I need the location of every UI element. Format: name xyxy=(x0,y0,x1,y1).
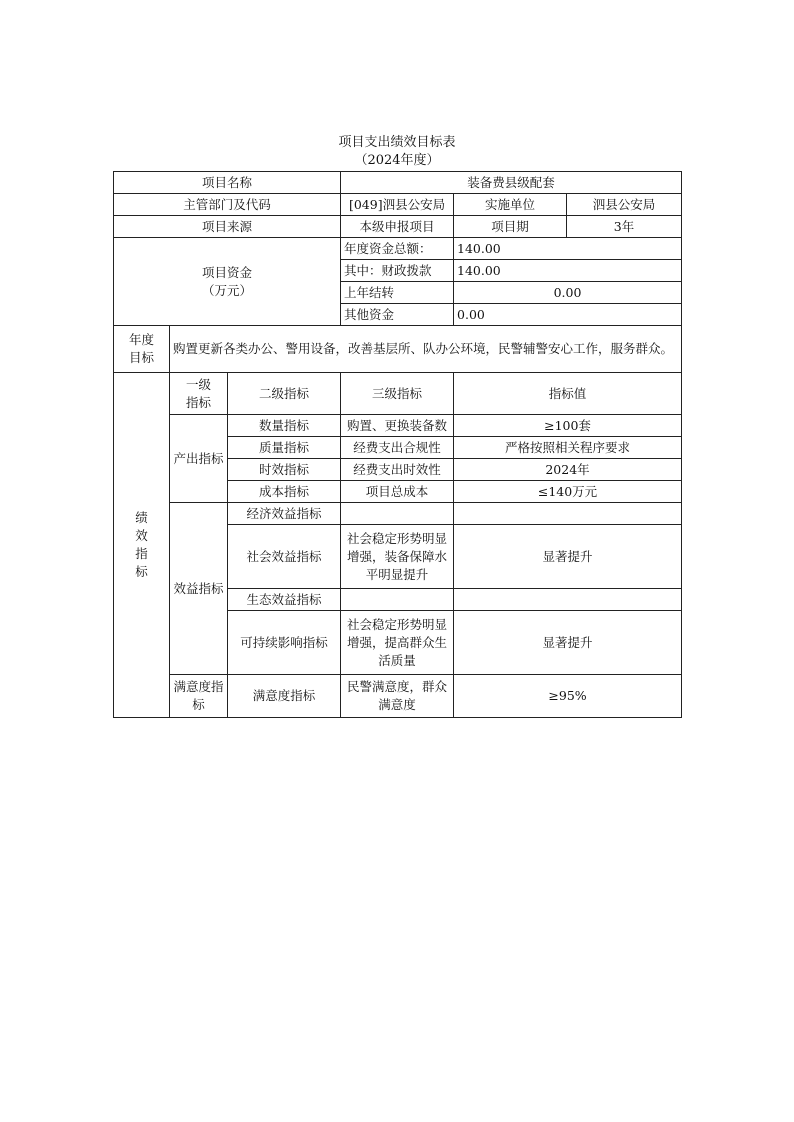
satisfaction-level3-line2: 满意度 xyxy=(378,697,416,712)
row-benefit-economic xyxy=(114,503,682,525)
funds-label-line1: 项目资金 xyxy=(202,264,253,280)
header-level1 xyxy=(170,373,228,415)
output-value: ≥100套 xyxy=(454,415,682,437)
annual-goal-text: 购置更新各类办公、警用设备，改善基层所、队办公环境，民警辅警安心工作，服务群众。 xyxy=(170,326,682,373)
output-level2: 数量指标 xyxy=(228,415,341,437)
output-level3: 购置、更换装备数 xyxy=(341,415,454,437)
funds-other-value: 0.00 xyxy=(454,304,682,326)
row-funds-total xyxy=(114,238,682,260)
satisfaction-level3 xyxy=(341,675,454,718)
impl-value: 泗县公安局 xyxy=(567,194,682,216)
output-level2: 时效指标 xyxy=(228,459,341,481)
performance-target-table xyxy=(113,171,682,718)
indicators-section-char: 指 xyxy=(135,546,148,561)
benefit-level3 xyxy=(341,611,454,675)
period-label: 项目期 xyxy=(454,216,567,238)
annual-goal-label xyxy=(114,326,170,373)
dept-label: 主管部门及代码 xyxy=(114,194,341,216)
satisfaction-level2: 满意度指标 xyxy=(228,675,341,718)
output-level2: 质量指标 xyxy=(228,437,341,459)
dept-value: [049]泗县公安局 xyxy=(341,194,454,216)
annual-goal-label-line1: 年度 xyxy=(128,332,154,347)
header-level1-line2: 指标 xyxy=(185,394,211,410)
header-value: 指标值 xyxy=(454,373,682,415)
output-value: 2024年 xyxy=(454,459,682,481)
row-source xyxy=(114,216,682,238)
benefit-level3 xyxy=(341,525,454,589)
row-indicator-headers xyxy=(114,373,682,415)
project-name-label: 项目名称 xyxy=(114,172,341,194)
output-level3: 经费支出时效性 xyxy=(341,459,454,481)
satisfaction-label-line1: 满意度指 xyxy=(173,679,224,694)
row-project-name xyxy=(114,172,682,194)
benefit-level2: 生态效益指标 xyxy=(228,589,341,611)
output-level2: 成本指标 xyxy=(228,481,341,503)
benefit-level3-line: 增强，提高群众生 xyxy=(347,634,448,650)
header-level1-line1: 一级 xyxy=(185,376,211,392)
source-label: 项目来源 xyxy=(114,216,341,238)
impl-label: 实施单位 xyxy=(454,194,567,216)
benefit-level3 xyxy=(341,503,454,525)
benefit-level3-line: 社会稳定形势明显 xyxy=(347,530,448,546)
period-value: 3年 xyxy=(567,216,682,238)
benefit-value xyxy=(454,503,682,525)
indicators-section-char: 效 xyxy=(135,528,148,543)
row-annual-goal xyxy=(114,326,682,373)
output-value: ≤140万元 xyxy=(454,481,682,503)
benefit-level2: 社会效益指标 xyxy=(228,525,341,589)
output-indicator-label: 产出指标 xyxy=(170,415,228,503)
document-subtitle: （2024年度） xyxy=(354,153,440,168)
output-value: 严格按照相关程序要求 xyxy=(454,437,682,459)
source-value: 本级申报项目 xyxy=(341,216,454,238)
satisfaction-label-line2: 标 xyxy=(192,697,205,712)
benefit-indicator-label: 效益指标 xyxy=(170,503,228,675)
benefit-level3-line: 增强，装备保障水 xyxy=(347,548,448,564)
funds-total-label: 年度资金总额： xyxy=(341,238,454,260)
funds-total-value: 140.00 xyxy=(454,238,682,260)
funds-carryover-value: 0.00 xyxy=(454,282,682,304)
benefit-level3-line: 社会稳定形势明显 xyxy=(347,616,448,632)
row-department xyxy=(114,194,682,216)
annual-goal-label-line2: 目标 xyxy=(128,350,154,365)
funds-fiscal-label: 其中：财政拨款 xyxy=(341,260,454,282)
funds-carryover-label: 上年结转 xyxy=(341,282,454,304)
header-level2: 二级指标 xyxy=(228,373,341,415)
row-satisfaction xyxy=(114,675,682,718)
row-output-quantity xyxy=(114,415,682,437)
benefit-level3-line: 平明显提升 xyxy=(365,566,429,582)
output-level3: 经费支出合规性 xyxy=(341,437,454,459)
benefit-value xyxy=(454,589,682,611)
indicators-section-char: 标 xyxy=(135,564,148,579)
document-title: 项目支出绩效目标表 xyxy=(338,135,456,150)
funds-label xyxy=(114,238,341,326)
header-level3: 三级指标 xyxy=(341,373,454,415)
benefit-value: 显著提升 xyxy=(454,611,682,675)
project-name-value: 装备费县级配套 xyxy=(341,172,682,194)
benefit-value: 显著提升 xyxy=(454,525,682,589)
benefit-level3 xyxy=(341,589,454,611)
satisfaction-value: ≥95% xyxy=(454,675,682,718)
satisfaction-level3-line1: 民警满意度，群众 xyxy=(347,679,448,694)
benefit-level3-line: 活质量 xyxy=(378,652,416,668)
output-level3: 项目总成本 xyxy=(341,481,454,503)
funds-fiscal-value: 140.00 xyxy=(454,260,682,282)
satisfaction-indicator-label xyxy=(170,675,228,718)
funds-label-line2: （万元） xyxy=(202,282,253,298)
indicators-section-label xyxy=(114,373,170,718)
funds-other-label: 其他资金 xyxy=(341,304,454,326)
benefit-level2: 经济效益指标 xyxy=(228,503,341,525)
indicators-section-char: 绩 xyxy=(135,510,148,525)
benefit-level2: 可持续影响指标 xyxy=(228,611,341,675)
